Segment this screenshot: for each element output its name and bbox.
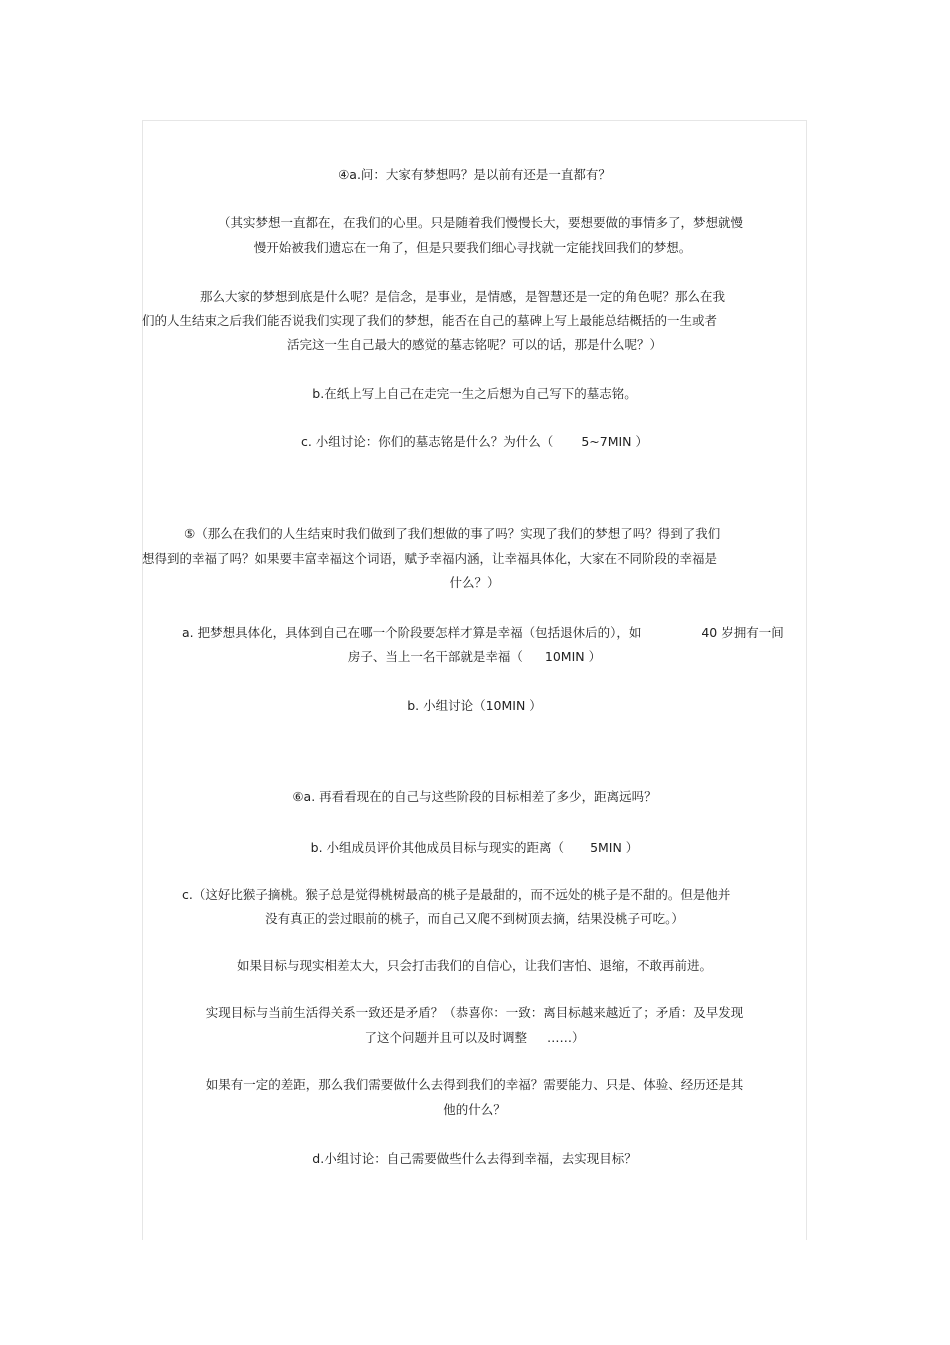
- instruction-a-cont: 房子、当上一名干部就是幸福（ 10MIN ）: [347, 649, 602, 664]
- paragraph-line: 什么？）: [449, 575, 500, 590]
- paragraph-line: 如果目标与现实相差太大，只会打击我们的自信心，让我们害怕、退缩，不敢再前进。: [236, 958, 712, 973]
- instruction-b: b. 小组成员评价其他成员目标与现实的距离（ 5MIN ）: [310, 840, 639, 855]
- instruction-d: d.小组讨论：自己需要做些什么去得到幸福，去实现目标？: [312, 1151, 637, 1166]
- instruction-a: a. 把梦想具体化，具体到自己在哪一个阶段要怎样才算是幸福（包括退休后的），如 40 岁拥有一间: [182, 625, 784, 640]
- paragraph-line: （其实梦想一直都在，在我们的心里。只是随着我们慢慢长大，要想要做的事情多了，梦想就慢: [217, 215, 743, 230]
- instruction-b: b.在纸上写上自己在走完一生之后想为自己写下的墓志铭。: [312, 386, 637, 401]
- question-a: ④a.问：大家有梦想吗？是以前有还是一直都有？: [338, 167, 611, 182]
- paragraph-line: 那么大家的梦想到底是什么呢？是信念，是事业，是情感，是智慧还是一定的角色呢？那么在我: [200, 289, 726, 304]
- paragraph-line: 他的什么？: [443, 1102, 506, 1117]
- paragraph-line: c.（这好比猴子摘桃。猴子总是觉得桃树最高的桃子是最甜的，而不远处的桃子是不甜的。但是他并: [182, 887, 731, 902]
- question-a: ⑥a. 再看看现在的自己与这些阶段的目标相差了多少，距离远吗？: [292, 789, 657, 804]
- paragraph-line: 们的人生结束之后我们能否说我们实现了我们的梦想，能否在自己的墓碑上写上最能总结概括的一生或者: [142, 313, 718, 328]
- page-frame: [142, 120, 807, 1240]
- paragraph-line: 想得到的幸福了吗？如果要丰富幸福这个词语，赋予幸福内涵，让幸福具体化，大家在不同阶段的幸福是: [142, 551, 718, 566]
- instruction-b: b. 小组讨论（10MIN ）: [407, 698, 542, 713]
- paragraph-line: ⑤（那么在我们的人生结束时我们做到了我们想做的事了吗？实现了我们的梦想了吗？得到了我们: [184, 526, 721, 541]
- paragraph-line: 如果有一定的差距，那么我们需要做什么去得到我们的幸福？需要能力、只是、体验、经历还是其: [205, 1077, 744, 1092]
- paragraph-line: 活完这一生自己最大的感觉的墓志铭呢？可以的话，那是什么呢？）: [286, 337, 662, 352]
- paragraph-line: 了这个问题并且可以及时调整 ……）: [364, 1030, 585, 1045]
- paragraph-line: 实现目标与当前生活得关系一致还是矛盾？（恭喜你：一致：离目标越来越近了；矛盾：及早发现: [205, 1005, 744, 1020]
- paragraph-line: 没有真正的尝过眼前的桃子，而自己又爬不到树顶去摘，结果没桃子可吃。）: [265, 911, 684, 926]
- paragraph-line: 慢开始被我们遗忘在一角了，但是只要我们细心寻找就一定能找回我们的梦想。: [253, 240, 692, 255]
- instruction-c: c. 小组讨论：你们的墓志铭是什么？为什么（ 5~7MIN ）: [300, 434, 648, 449]
